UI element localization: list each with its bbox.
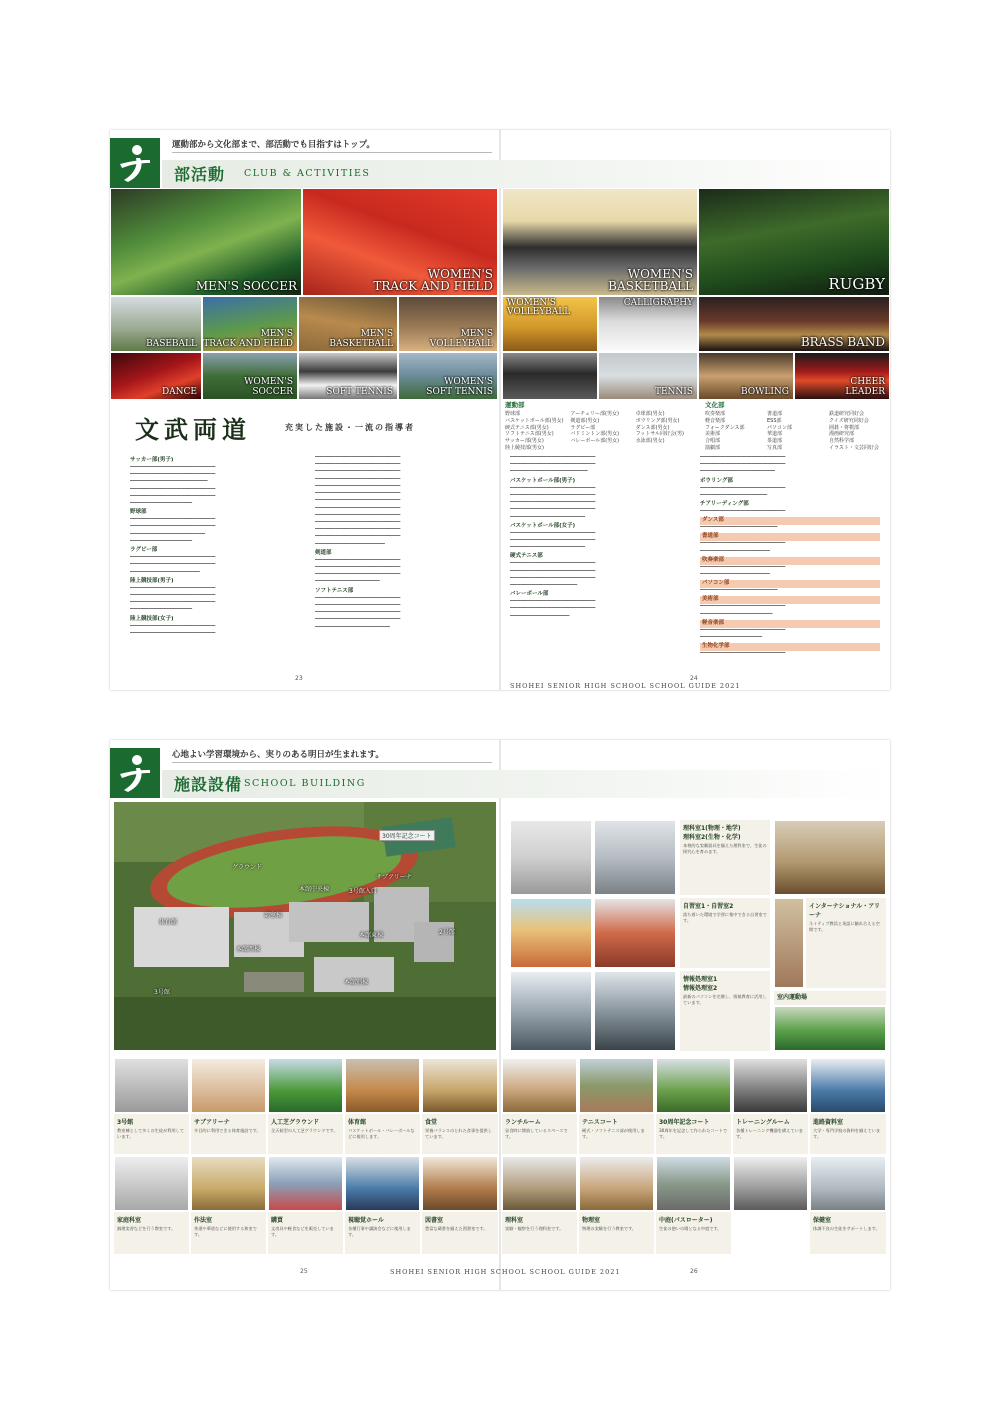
facility-title: 食堂 — [425, 1119, 438, 1126]
facility-desc: 全天候型の人工芝グラウンドです。 — [271, 1128, 338, 1133]
facility-caption — [810, 1212, 886, 1254]
photo-caption: DANCE — [161, 386, 197, 397]
photo-womens-basketball — [502, 188, 698, 296]
facility-caption — [579, 1114, 654, 1154]
photo-caption: BASEBALL — [146, 338, 197, 349]
campus-label: 体育館 — [159, 919, 178, 926]
facility-caption — [502, 1212, 577, 1254]
facility-caption — [114, 1212, 189, 1254]
facility-desc: 生徒の憩いの場となる中庭です。 — [659, 1226, 722, 1231]
sports-heading: 運動部 — [505, 401, 525, 409]
photo-womens-soft-tennis — [398, 352, 498, 400]
facility-desc: 多目的に利用できる体育施設です。 — [194, 1128, 261, 1133]
facility-desc: 調理実習などを行う教室です。 — [117, 1226, 176, 1231]
club-item: 華道部 — [767, 431, 783, 438]
sports-col-3 — [636, 411, 695, 452]
club-item: 水泳部(男女) — [635, 438, 665, 444]
results-col-4: ━━━━━━━━━━━━━━━━━━━━━━━━━━━━━━━━━ ━━━━━━━━━━━━━━━━━━━━━━━━━━━━━━━━━ ━━━━━━━━━━━━━━━━━━━━━━━━━━━━━ ボウリング部 ━━━━━━━━━━━━━━━━━━━━━━━━━━━━━━━━━ ━━━━━━━━━━━━━━━━━━━━━━━━━━ チアリーディング部 ━━━━━━━━━━━━━━━━━━━━━━━━━━━━━━━━━ ダンス部 ━━━━━━━━━━━━━━━━━━━━━━━━━━━━━━ 書道部 ━━━━━━━━━━━━━━━━━━━━━━━━━━━━━━━━━ ━━━━━━━━━━━━━━━━━━━━━━━━━━━ 吹奏楽部 ━━━━━━━━━━━━━━━━━━━━━━━━━━━━━━━━━ ━━━━━━━━━━━━━━━━━━━━━━━━━━━ パソコン部 ━━━━━━━━━━━━━━━━━━━━━━━━━━━━━━ 美術部 ━━━━━━━━━━━━━━━━━━━━━━━━━━━━━━━━━ ━━━━━━━━━━━━━━━━━━━━━━━━━━━━ 軽音楽部 ━━━━━━━━━━━━━━━━━━━━━━━━━━━━━━━━━ ━━━━━━━━━━━━━━━━━━━━━━━━ 生物化学部 ━━━━━━━━━━━━━━━━━━━━━━━━━━━━━━━━━ — [700, 455, 880, 670]
club-item: 演劇部 — [705, 444, 721, 451]
facility-caption — [345, 1212, 420, 1254]
club-item: クイズ研究同好会 — [829, 417, 869, 424]
section-heading: ダンス部 — [700, 517, 880, 525]
photo-gym — [345, 1058, 420, 1113]
runner-logo-icon — [110, 748, 160, 798]
photo-caption: BOWLING — [740, 386, 789, 397]
tagline-rule — [172, 152, 492, 153]
photo-caption: MEN'S BASKETBALL — [329, 329, 393, 349]
photo-artificial-turf — [268, 1058, 343, 1113]
facility-title: 自習室1・自習室2 — [683, 903, 734, 910]
photo-dance — [110, 352, 202, 400]
photo-career-room — [810, 1058, 886, 1113]
club-item: フォークダンス部 — [705, 424, 745, 431]
facility-desc: 30周年を記念して作られたコートです。 — [659, 1128, 728, 1139]
photo-caption: RUGBY — [828, 275, 885, 294]
section-heading: ボウリング部 — [700, 477, 733, 484]
club-item: ESS部 — [767, 417, 782, 424]
photo-caption: CALLIGRAPHY — [623, 298, 693, 308]
photo-caption: TENNIS — [654, 386, 693, 397]
campus-label: 本館中央棟 — [299, 886, 330, 893]
facility-desc: 物理の実験を行う教室です。 — [582, 1226, 637, 1231]
footer-brand: SHOHEI SENIOR HIGH SCHOOL SCHOOL GUIDE 2021 — [390, 1268, 621, 1276]
club-tagline: 運動部から文化部まで、部活動でも目指すはトップ。 — [172, 140, 375, 150]
facility-caption — [579, 1212, 654, 1254]
club-item: バドミントン部(男女) — [570, 431, 620, 438]
runner-logo-icon — [110, 138, 160, 188]
club-item: バスケットボール部(男女) — [505, 417, 564, 424]
section-heading: 陸上競技部(男子) — [130, 577, 174, 584]
photo-sub-arena — [191, 1058, 266, 1113]
photo-etiquette-room — [191, 1156, 266, 1211]
facility-desc: 硬式・ソフトテニス部が使用します。 — [582, 1128, 645, 1139]
facility-title: 30周年記念コート — [659, 1119, 710, 1126]
photo-caption: WOMEN'S BASKETBALL — [608, 266, 693, 294]
facility-desc: 最新のパソコンを完備し、情報教育に活用しています。 — [683, 994, 767, 1005]
campus-label: 3号館 — [154, 989, 170, 996]
section-heading: 剣道部 — [315, 549, 332, 556]
facility-title: 進路資料室 — [813, 1119, 844, 1126]
section-heading: ソフトテニス部 — [315, 587, 354, 594]
club-header — [110, 130, 890, 188]
photo-indoor-field — [774, 1006, 886, 1051]
photo-caption: WOMEN'S TRACK AND FIELD — [373, 266, 493, 294]
facility-caption — [191, 1212, 266, 1254]
building-title-jp: 施設設備 — [174, 775, 243, 794]
facility-desc: 茶道や華道などに使用する和室です。 — [194, 1226, 257, 1237]
results-col-3: ━━━━━━━━━━━━━━━━━━━━━━━━━━━━━━━━━ ━━━━━━━━━━━━━━━━━━━━━━━━━━━━━━━━━ ━━━━━━━━━━━━━━━━━━━━━━━━━━━━━━ バスケットボール部(男子) ━━━━━━━━━━━━━━━━━━━━━━━━━━━━━━━━━ ━━━━━━━━━━━━━━━━━━━━━━━━━━━━━━━━━ ━━━━━━━━━━━━━━━━━━━━━━━━━━━━━━━━━ ━━━━━━━━━━━━━━━━━━━━━━━━━━━━━━━━━ ━━━━━━━━━━━━━━━━━━━━━━━━━━━━━ バスケットボール部(女子) ━━━━━━━━━━━━━━━━━━━━━━━━━━━━━━━━━ ━━━━━━━━━━━━━━━━━━━━━━━━━━━━━━━━━ ━━━━━━━━━━━━━━━━━━━━━━━━━━━━━ 硬式テニス部 ━━━━━━━━━━━━━━━━━━━━━━━━━━━━━━━━━ ━━━━━━━━━━━━━━━━━━━━━━━━━━━━━━━━━ ━━━━━━━━━━━━━━━━━━━━━━━━━━━━━━━━━ ━━━━━━━━━━━━━━━━━━━━━━━━━━ バレーボール部 ━━━━━━━━━━━━━━━━━━━━━━━━━━━━━━━━━ ━━━━━━━━━━━━━━━━━━━━━━━━━━━━━━━━━ ━━━━━━━━━━━━━━━━━━━━━━━ — [510, 455, 690, 670]
motto-subheading: 充実した施設・一流の指導者 — [285, 422, 415, 432]
club-title-en: CLUB & ACTIVITIES — [244, 168, 371, 179]
building-title-en: SCHOOL BUILDING — [244, 778, 366, 789]
facility-title: 物理室 — [582, 1217, 601, 1224]
facility-caption — [656, 1212, 731, 1254]
campus-label: 30周年記念コート — [379, 830, 435, 841]
motto-heading: 文武両道 — [135, 415, 251, 444]
facility-desc: バスケットボール・バレーボールなどに使用します。 — [348, 1128, 415, 1139]
facility-desc: 文房具や軽食などを販売しています。 — [271, 1226, 334, 1237]
club-item: 漫画研究部 — [829, 431, 855, 438]
club-item: ソフトテニス部(男女) — [505, 431, 554, 438]
section-heading: 書道部 — [700, 533, 880, 541]
section-heading: 吹奏楽部 — [700, 557, 880, 565]
page-number-left: 25 — [300, 1268, 308, 1275]
club-item: 鉄道研究同好会 — [829, 411, 865, 417]
photo-training-room — [733, 1058, 808, 1113]
photo-cafeteria — [422, 1058, 498, 1113]
indoor-field-box — [774, 991, 886, 1005]
facility-title: 人工芝グラウンド — [271, 1119, 320, 1126]
photo-soft-tennis — [298, 352, 398, 400]
facility-title: ランチルーム — [505, 1119, 541, 1126]
photo-store — [268, 1156, 343, 1211]
campus-label: グラウンド — [232, 864, 263, 871]
club-title-jp: 部活動 — [174, 165, 226, 184]
photo-caption: WOMEN'S SOCCER — [244, 377, 293, 397]
club-item: 野球部 — [505, 411, 521, 417]
club-item: バレーボール部(男女) — [570, 438, 620, 444]
facility-desc: 栄養バランスのとれた食事を提供しています。 — [425, 1128, 492, 1139]
photo-cheer-leader — [794, 352, 890, 400]
facility-desc: 実験・観察を行う理科室です。 — [505, 1226, 564, 1231]
section-heading: チアリーディング部 — [700, 501, 749, 508]
club-item: 陸上競技部(男女) — [505, 444, 544, 451]
club-item: 吹奏楽部 — [705, 411, 726, 417]
photo-mens-basketball — [298, 296, 398, 352]
facility-caption — [268, 1114, 343, 1154]
photo-caption: MEN'S TRACK AND FIELD — [203, 329, 293, 349]
facility-title: 体育館 — [348, 1119, 367, 1126]
facility-title: 家庭科室 — [117, 1217, 142, 1224]
section-heading: バスケットボール部(女子) — [510, 522, 576, 529]
photo-computer-room-1 — [510, 971, 592, 1051]
sports-col-2 — [570, 411, 629, 452]
building-header — [110, 740, 890, 798]
photo-caption: CHEER LEADER — [845, 377, 885, 397]
club-item: ダンス部(男女) — [635, 424, 670, 431]
photo-mens-track — [202, 296, 298, 352]
club-activities-spread — [110, 130, 890, 690]
club-item: ラグビー部 — [570, 424, 596, 431]
facility-caption — [422, 1114, 498, 1154]
facility-title: インターナショナル・アリーナ — [809, 903, 880, 919]
photo-tennis-court — [579, 1058, 654, 1113]
photo-womens-volleyball — [502, 296, 598, 352]
campus-label: サブアリーナ — [376, 874, 412, 881]
club-item: 囲碁・将棋部 — [829, 424, 860, 431]
photo-courtyard — [656, 1156, 731, 1211]
photo-home-ec-room — [114, 1156, 189, 1211]
results-col-2: ━━━━━━━━━━━━━━━━━━━━━━━━━━━━━━━━━ ━━━━━━━━━━━━━━━━━━━━━━━━━━━━━━━━━ ━━━━━━━━━━━━━━━━━━━━━━━━━━━━━━━━━ ━━━━━━━━━━━━━━━━━━━━━━━━━━━━━━━━━ ━━━━━━━━━━━━━━━━━━━━━━━━━━━━━━━━━ ━━━━━━━━━━━━━━━━━━━━━━━━━━━━━━━━━ ━━━━━━━━━━━━━━━━━━━━━━━━━━━━━━━━━ ━━━━━━━━━━━━━━━━━━━━━━━━━━━━━━━━━ ━━━━━━━━━━━━━━━━━━━━━━━━━━━━━━━━━ ━━━━━━━━━━━━━━━━━━━━━━━━━━━━━━━━━ ━━━━━━━━━━━━━━━━━━━━━━━━━━━━━━━━━ ━━━━━━━━━━━━━━━━━━━━━━━━━━━━━━━━━ ━━━━━━━━━━━━━━━━━━━━━━━━━━━ 剣道部 ━━━━━━━━━━━━━━━━━━━━━━━━━━━━━━━━━ ━━━━━━━━━━━━━━━━━━━━━━━━━━━━━━━━━ ━━━━━━━━━━━━━━━━━━━━━━━━━━━━━━━━━ ━━━━━━━━━━━━━━━━━━━━━━━━━ ソフトテニス部 ━━━━━━━━━━━━━━━━━━━━━━━━━━━━━━━━━ ━━━━━━━━━━━━━━━━━━━━━━━━━━━━━━━━━ ━━━━━━━━━━━━━━━━━━━━━━━━━━━━━━━━━ ━━━━━━━━━━━━━━━━━━━━━━━━━━━━━━━━━ ━━━━━━━━━━━━━━━━━━━━━━━━━━━━━ — [315, 455, 495, 670]
building-tagline: 心地よい学習環境から、実りのある明日が生まれます。 — [172, 750, 384, 760]
results-col-1: サッカー部(男子) ━━━━━━━━━━━━━━━━━━━━━━━━━━━━━━━━━ ━━━━━━━━━━━━━━━━━━━━━━━━━━━━━━━━━ ━━━━━━━━━━━━━━━━━━━━━━━━━━━━━━ ━━━━━━━━━━━━━━━━━━━━━━━━━━━━━━━━━ ━━━━━━━━━━━━━━━━━━━━━━━━━━━━━━━━━ ━━━━━━━━━━━━━━━━━━━━━━━━ 野球部 ━━━━━━━━━━━━━━━━━━━━━━━━━━━━━━━━━ ━━━━━━━━━━━━━━━━━━━━━━━━━━━━━━━━━ ━━━━━━━━━━━━━━━━━━━━━━━━━━━━━ ━━━━━━━━━━━━━━━━━━━━━━━━ ラグビー部 ━━━━━━━━━━━━━━━━━━━━━━━━━━━━━━━━━ ━━━━━━━━━━━━━━━━━━━━━━━━━━━━━━━━━ ━━━━━━━━━━━━━━━━━━━━━━━━━━━ 陸上競技部(男子) ━━━━━━━━━━━━━━━━━━━━━━━━━━━━━━━━━ ━━━━━━━━━━━━━━━━━━━━━━━━━━━━━━━━━ ━━━━━━━━━━━━━━━━━━━━━━━━━━━━━━━━━ ━━━━━━━━━━━━━━━━━━━━━━━━ 陸上競技部(女子) ━━━━━━━━━━━━━━━━━━━━━━━━━━━━━━━━━ ━━━━━━━━━━━━━━━━━━━━━━━━━━━━━━━━━ — [130, 455, 305, 670]
facility-caption — [733, 1114, 808, 1154]
facility-title: 理科室 — [505, 1217, 524, 1224]
school-logo — [110, 748, 160, 798]
facility-title: 視聴覚ホール — [348, 1217, 384, 1224]
campus-label: 2号館 — [439, 929, 455, 936]
club-item: 合唱部 — [705, 438, 721, 444]
photo-womens-soccer — [202, 352, 298, 400]
photo-science-room-1 — [510, 820, 592, 895]
facility-title: 保健室 — [813, 1217, 832, 1224]
photo-lunch-room — [502, 1058, 577, 1113]
spread-gutter — [499, 130, 501, 690]
photo-calligraphy — [598, 296, 698, 352]
facility-desc: 各種行事や講演会などに使用します。 — [348, 1226, 411, 1237]
photo-mens-soccer — [110, 188, 302, 296]
facility-title: テニスコート — [582, 1119, 618, 1126]
study-room-box — [680, 898, 770, 968]
club-item: 剣道部(男女) — [570, 417, 600, 424]
photo-study-room-1 — [510, 898, 592, 968]
photo-av-hall — [345, 1156, 420, 1211]
photo-science-room-2 — [594, 820, 676, 895]
facility-title: 図書室 — [425, 1217, 444, 1224]
club-item: 写真部 — [767, 444, 783, 451]
facility-desc: ネイティブ教員と英語に触れ合える空間です。 — [809, 921, 880, 932]
photo-group-small — [502, 352, 598, 400]
footer-brand: SHOHEI SENIOR HIGH SCHOOL SCHOOL GUIDE 2021 — [510, 682, 741, 690]
facility-title: 情報処理室1 情報処理室2 — [683, 976, 718, 992]
section-heading: ラグビー部 — [130, 547, 158, 554]
club-item: 自然科学部 — [829, 438, 855, 444]
section-heading: 美術部 — [700, 596, 880, 604]
facility-caption — [502, 1114, 577, 1154]
club-item: イラスト・文芸同好会 — [829, 444, 879, 451]
photo-caption: SOFT TENNIS — [326, 386, 393, 397]
facility-title: 3号館 — [117, 1119, 134, 1126]
photo-science-lab — [502, 1156, 577, 1211]
page-number-right: 24 — [690, 675, 698, 682]
photo-computer-room-2 — [594, 971, 676, 1051]
facility-title: サブアリーナ — [194, 1119, 230, 1126]
science-room-box — [680, 820, 770, 895]
club-item: 硬式テニス部(男女) — [505, 424, 549, 431]
campus-label: 部室棟 — [264, 912, 283, 919]
photo-brass-band — [698, 296, 890, 352]
photo-caption: WOMEN'S SOFT TENNIS — [426, 377, 493, 397]
page-number-left: 23 — [295, 675, 303, 682]
photo-physics-room — [579, 1156, 654, 1211]
photo-study-room-2 — [594, 898, 676, 968]
facility-desc: 各種トレーニング機器を備えています。 — [736, 1128, 803, 1139]
club-item: フットサル同好会(男) — [635, 431, 684, 438]
photo-rugby — [698, 188, 890, 296]
club-item: パソコン部 — [767, 424, 792, 431]
facility-desc: 教室棟として多くの生徒が利用しています。 — [117, 1128, 185, 1139]
photo-baseball — [110, 296, 202, 352]
club-item: 茶道部 — [767, 438, 783, 444]
facility-caption — [422, 1212, 498, 1254]
section-heading: 野球部 — [130, 509, 147, 516]
photo-bowling — [698, 352, 794, 400]
section-heading: 硬式テニス部 — [510, 553, 543, 560]
page-number-right: 26 — [690, 1268, 698, 1275]
facility-desc: 体調不良の生徒をサポートします。 — [813, 1226, 880, 1231]
club-item: サッカー部(男女) — [505, 438, 544, 444]
facility-desc: 昼食時に開放しているスペースです。 — [505, 1128, 568, 1139]
photo-tennis — [598, 352, 698, 400]
school-logo — [110, 138, 160, 188]
club-item: ボウリング部(男女) — [635, 417, 680, 424]
facility-desc: 豊富な蔵書を揃えた図書室です。 — [425, 1226, 488, 1231]
section-heading: バスケットボール部(男子) — [510, 477, 576, 484]
section-heading: バレーボール部 — [510, 591, 549, 598]
culture-col-2 — [767, 411, 823, 452]
photo-caption: MEN'S SOCCER — [195, 279, 297, 294]
campus-label: 本館東棟 — [359, 932, 384, 939]
culture-heading: 文化部 — [705, 401, 725, 409]
campus-aerial-photo — [114, 802, 496, 1050]
facility-caption — [656, 1114, 731, 1154]
facility-title: 購買 — [271, 1217, 284, 1224]
photo-library — [422, 1156, 498, 1211]
spread-gutter — [499, 740, 501, 1290]
culture-col-1 — [705, 411, 761, 452]
photo-caption: WOMEN'S VOLLEYBALL — [507, 298, 571, 318]
sports-col-1 — [505, 411, 564, 452]
section-heading: パソコン部 — [700, 580, 880, 588]
photo-international-arena — [774, 820, 886, 895]
campus-illustration — [114, 802, 496, 1050]
photo-international-person — [774, 898, 804, 988]
international-arena-box — [806, 898, 886, 988]
campus-label: 3号館入口 — [349, 888, 377, 895]
facility-title: 中庭(パスローター) — [659, 1217, 713, 1224]
club-item: 卓球部(男女) — [635, 411, 665, 417]
facility-title: トレーニングルーム — [736, 1119, 790, 1126]
facility-desc: 落ち着いた環境で学習に集中できる自習室です。 — [683, 912, 767, 923]
photo-mens-volleyball — [398, 296, 498, 352]
facility-caption — [345, 1114, 420, 1154]
campus-label: 本館別棟 — [344, 979, 369, 986]
club-item: 美術部 — [705, 431, 721, 438]
tagline-rule — [172, 762, 492, 763]
photo-infirmary — [810, 1156, 886, 1211]
culture-col-3 — [829, 411, 885, 452]
facility-title: 作法室 — [194, 1217, 213, 1224]
section-heading: 陸上競技部(女子) — [130, 615, 174, 622]
facility-caption — [810, 1114, 886, 1154]
club-item: アーチェリー部(男女) — [570, 411, 619, 417]
club-index — [505, 400, 885, 452]
photo-caption: MEN'S VOLLEYBALL — [429, 329, 493, 349]
photo-30th-court — [656, 1058, 731, 1113]
section-heading: サッカー部(男子) — [130, 457, 174, 463]
photo-womens-track — [302, 188, 498, 296]
facility-title: 理科室1(物理・地学) 理科室2(生物・化学) — [683, 825, 741, 841]
facility-caption — [268, 1212, 343, 1254]
photo-caption: BRASS BAND — [800, 335, 885, 350]
facility-caption — [191, 1114, 266, 1154]
club-item: 軽音楽部 — [705, 417, 726, 424]
club-item: 書道部 — [767, 411, 783, 417]
photo-classroom — [733, 1156, 808, 1211]
section-heading: 生物化学部 — [700, 643, 880, 651]
photo-building-3 — [114, 1058, 189, 1113]
facility-desc: 大学・専門学校の資料を揃えています。 — [813, 1128, 881, 1139]
facility-desc: 本格的な実験器具を揃えた理科室で、生徒の探究心を育みます。 — [683, 843, 767, 854]
school-building-spread — [110, 740, 890, 1290]
section-heading: 軽音楽部 — [700, 620, 880, 628]
facility-caption — [114, 1114, 189, 1154]
facility-title: 室内運動場 — [777, 994, 808, 1001]
campus-label: 本館西棟 — [236, 946, 261, 953]
computer-room-box — [680, 971, 770, 1051]
